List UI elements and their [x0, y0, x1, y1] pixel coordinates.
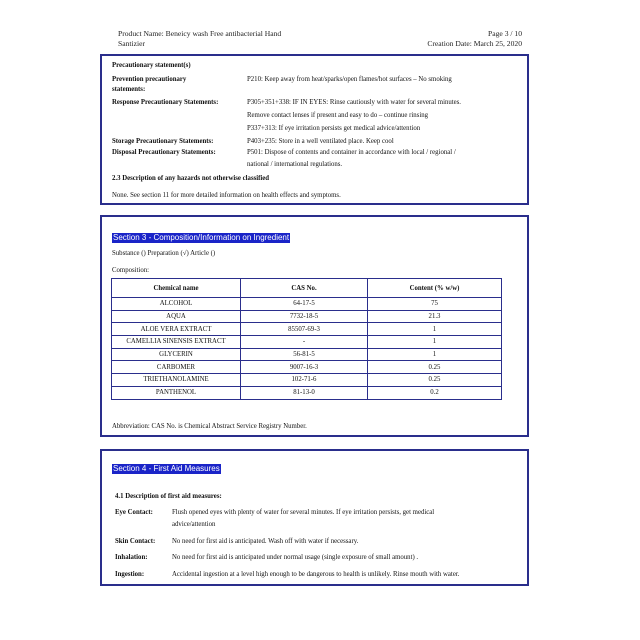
table-header-row [112, 279, 502, 298]
chemical-name-cell: AQUA [112, 310, 241, 323]
cas-cell: 9007-16-3 [241, 361, 368, 374]
eye-contact-text-1: Flush opened eyes with plenty of water for several minutes. If eye irritation persists, get medical [172, 509, 435, 516]
creation-date: Creation Date: March 25, 2020 [427, 38, 522, 48]
substance-line: Substance () Preparation (√) Article () [112, 250, 216, 257]
prevention-text: P210: Keep away from heat/sparks/open flames/hot surfaces – No smoking [247, 76, 452, 83]
disposal-label: Disposal Precautionary Statements: [112, 149, 216, 156]
chemical-name-cell: ALCOHOL [112, 298, 241, 311]
content-cell: 75 [368, 298, 502, 311]
table-row [112, 336, 502, 349]
response-text-3: P337+313: If eye irritation persists get medical advice/attention [247, 125, 421, 132]
content-cell: 0.2 [368, 386, 502, 399]
prevention-label: Prevention precautionary [112, 76, 187, 83]
content-cell: 1 [368, 348, 502, 361]
hazards-title: 2.3 Description of any hazards not otherwise classified [112, 175, 270, 182]
table-row [112, 361, 502, 374]
skin-contact-label: Skin Contact: [115, 538, 156, 545]
table-row [112, 298, 502, 311]
chemical-name-cell: PANTHENOL [112, 386, 241, 399]
chemical-name-cell: CAMELLIA SINENSIS EXTRACT [112, 336, 241, 349]
cas-cell: - [241, 336, 368, 349]
section4-heading: Section 4 - First Aid Measures [113, 464, 220, 473]
disposal-text-1: P501: Dispose of contents and container in accordance with local / regional / [247, 149, 456, 156]
page-number: Page 3 / 10 [488, 29, 522, 38]
section4-box [100, 449, 529, 586]
ingestion-label: Ingestion: [115, 571, 145, 578]
cas-cell: 85507-69-3 [241, 323, 368, 336]
cas-cell: 81-13-0 [241, 386, 368, 399]
response-label: Response Precautionary Statements: [112, 99, 219, 106]
table-row [112, 348, 502, 361]
cas-cell: 56-81-5 [241, 348, 368, 361]
hazards-text: None. See section 11 for more detailed information on health effects and symptoms. [112, 192, 341, 199]
disposal-text-2: national / international regulations. [247, 161, 343, 168]
product-name [118, 29, 318, 48]
col-content: Content (% w/w) [368, 279, 502, 298]
col-cas-no: CAS No. [241, 279, 368, 298]
precautionary-box [100, 54, 529, 205]
chemical-name-cell: CARBOMER [112, 361, 241, 374]
abbreviation-note: Abbreviation: CAS No. is Chemical Abstract Service Registry Number. [112, 423, 307, 430]
composition-label: Composition: [112, 267, 150, 274]
section3-box [100, 215, 529, 437]
composition-table [111, 278, 502, 400]
inhalation-label: Inhalation: [115, 554, 148, 561]
content-cell: 21.3 [368, 310, 502, 323]
first-aid-subtitle: 4.1 Description of first aid measures: [115, 493, 222, 500]
eye-contact-text-2: advice/attention [172, 521, 216, 528]
eye-contact-label: Eye Contact: [115, 509, 153, 516]
table-row [112, 310, 502, 323]
col-chemical-name: Chemical name [112, 279, 241, 298]
cas-cell: 64-17-5 [241, 298, 368, 311]
table-row [112, 386, 502, 399]
storage-text: P403+235: Store in a well ventilated place. Keep cool [247, 138, 394, 145]
precautionary-title: Precautionary statement(s) [112, 62, 191, 69]
skin-contact-text: No need for first aid is anticipated. Wash off with water if necessary. [172, 538, 359, 545]
chemical-name-cell: TRIETHANOLAMINE [112, 374, 241, 387]
response-text-1: P305+351+338: IF IN EYES: Rinse cautiously with water for several minutes. [247, 99, 461, 106]
content-cell: 0.25 [368, 361, 502, 374]
cas-cell: 7732-18-5 [241, 310, 368, 323]
content-cell: 1 [368, 323, 502, 336]
table-row [112, 323, 502, 336]
inhalation-text: No need for first aid is anticipated under normal usage (single exposure of small amount) . [172, 554, 419, 561]
product-name-line1: Product Name: Beneicy wash Free antibacterial Hand [118, 29, 282, 38]
storage-label: Storage Precautionary Statements: [112, 138, 214, 145]
product-name-line2: Santizier [118, 38, 145, 48]
content-cell: 1 [368, 336, 502, 349]
cas-cell: 102-71-6 [241, 374, 368, 387]
content-cell: 0.25 [368, 374, 502, 387]
response-text-2: Remove contact lenses if present and easy to do – continue rinsing [247, 112, 429, 119]
ingestion-text: Accidental ingestion at a level high enough to be dangerous to health is unlikely. Rinse mouth with water. [172, 571, 460, 578]
chemical-name-cell: GLYCERIN [112, 348, 241, 361]
section3-heading: Section 3 - Composition/Information on Ingredient [113, 233, 290, 242]
page-meta [427, 29, 522, 48]
prevention-label-2: statements: [112, 86, 146, 93]
chemical-name-cell: ALOE VERA EXTRACT [112, 323, 241, 336]
table-row [112, 374, 502, 387]
